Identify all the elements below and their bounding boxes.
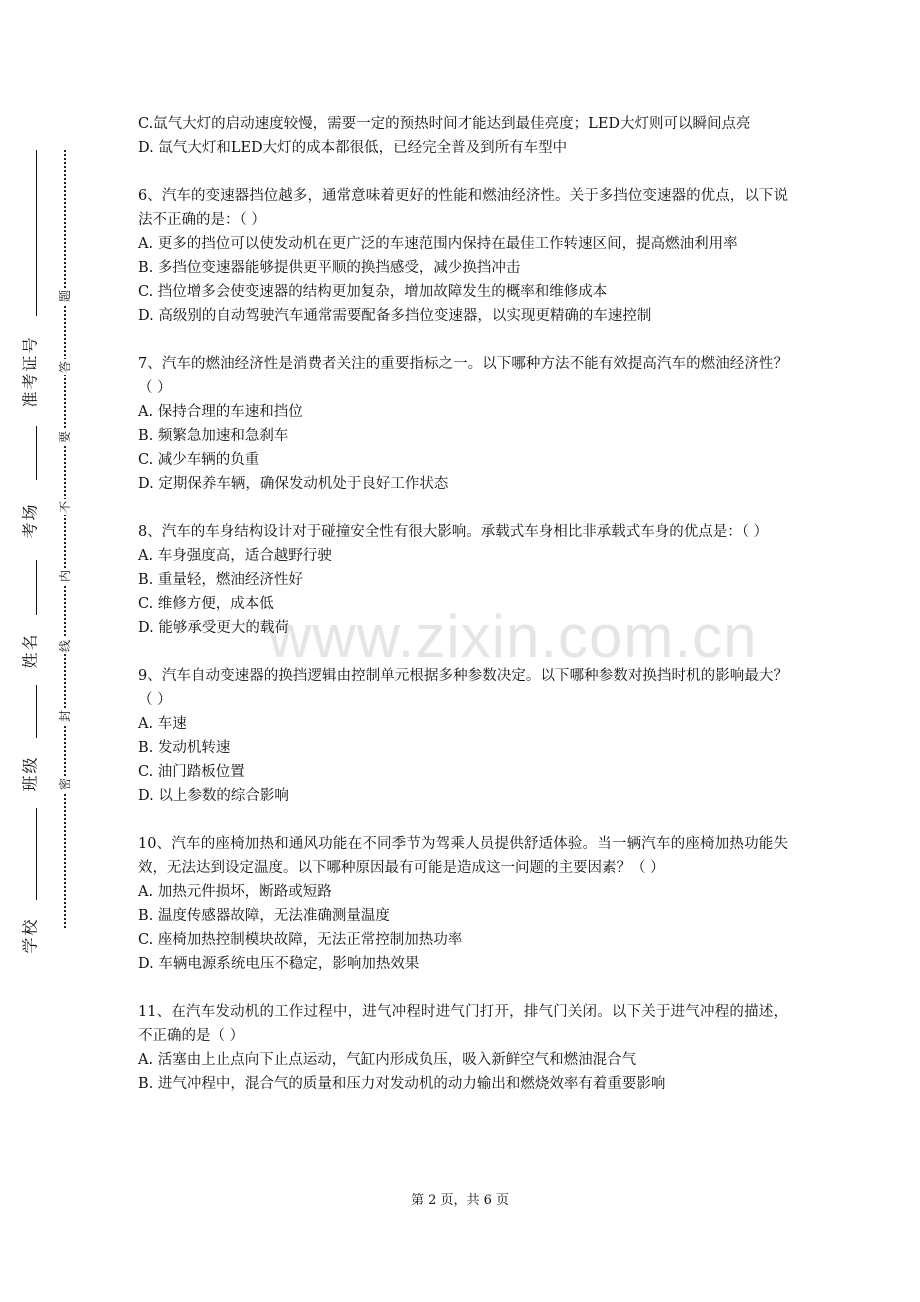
option: C. 油门踏板位置	[138, 764, 245, 780]
option: D. 以上参数的综合影响	[138, 788, 289, 804]
binding-label: 班级	[20, 754, 40, 792]
question-7	[138, 352, 788, 496]
seal-char: 不	[58, 501, 72, 514]
seal-char: 密	[58, 778, 72, 791]
option: C. 维修方便，成本低	[138, 596, 274, 612]
option: B. 发动机转速	[138, 740, 231, 756]
option: B. 频繁急加速和急刹车	[138, 428, 289, 444]
binding-underline	[36, 685, 37, 738]
question-stem: 7、汽车的燃油经济性是消费者关注的重要指标之一。以下哪种方法不能有效提高汽车的燃油经济性？（ ）	[138, 356, 788, 396]
option: A. 车速	[138, 716, 187, 732]
option: B. 进气冲程中，混合气的质量和压力对发动机的动力输出和燃烧效率有着重要影响	[138, 1076, 666, 1092]
option: C. 座椅加热控制模块故障，无法正常控制加热功率	[138, 932, 463, 948]
binding-label: 考场	[20, 501, 40, 539]
option: A. 保持合理的车速和挡位	[138, 404, 303, 420]
option: B. 温度传感器故障，无法准确测量温度	[138, 908, 390, 924]
seal-char: 要	[58, 431, 72, 444]
option: A. 车身强度高，适合越野行驶	[138, 548, 332, 564]
binding-underline	[36, 560, 37, 615]
page-footer: 第 2 页，共 6 页	[410, 1193, 510, 1208]
question-11	[138, 1000, 788, 1096]
binding-field-exam-number	[10, 316, 48, 426]
option: D. 能够承受更大的载荷	[138, 620, 289, 636]
question-stem: 9、汽车自动变速器的换挡逻辑由控制单元根据多种参数决定。以下哪种参数对换挡时机的影响最大？（ ）	[138, 668, 788, 708]
binding-field-name	[10, 615, 48, 685]
question-stem: 11、在汽车发动机的工作过程中，进气冲程时进气门打开，排气门关闭。以下关于进气冲程的描述，不正确的是（ ）	[138, 1004, 788, 1044]
question-8	[138, 520, 788, 640]
binding-field-school	[10, 900, 48, 970]
seal-dotted-line	[64, 150, 66, 928]
option: D. 氙气大灯和LED大灯的成本都很低，已经完全普及到所有车型中	[138, 140, 568, 156]
exam-content	[138, 112, 788, 1096]
seal-char: 线	[58, 640, 72, 653]
binding-field-exam-room	[10, 480, 48, 560]
seal-char: 答	[58, 361, 72, 374]
binding-field-class	[10, 738, 48, 808]
question-10	[138, 832, 788, 976]
option: D. 高级别的自动驾驶汽车通常需要配备多挡位变速器，以实现更精确的车速控制	[138, 308, 652, 324]
option: C. 挡位增多会使变速器的结构更加复杂，增加故障发生的概率和维修成本	[138, 284, 608, 300]
watermark: www.zixin.com.cn	[268, 603, 758, 670]
binding-underline	[36, 150, 37, 316]
option: A. 加热元件损坏，断路或短路	[138, 884, 332, 900]
option: B. 重量轻，燃油经济性好	[138, 572, 303, 588]
binding-label: 学校	[20, 916, 40, 954]
question-stem: 10、汽车的座椅加热和通风功能在不同季节为驾乘人员提供舒适体验。当一辆汽车的座椅加热功能失效，无法达到设定温度。以下哪种原因最有可能是造成这一问题的主要因素？（ ）	[138, 836, 788, 876]
option: B. 多挡位变速器能够提供更平顺的换挡感受，减少换挡冲击	[138, 260, 521, 276]
binding-underline	[36, 808, 37, 900]
option: D. 定期保养车辆，确保发动机处于良好工作状态	[138, 476, 449, 492]
carryover-options	[138, 112, 788, 160]
binding-label: 姓名	[20, 631, 40, 669]
option: A. 更多的挡位可以使发动机在更广泛的车速范围内保持在最佳工作转速区间，提高燃油利用率	[138, 236, 738, 252]
seal-char: 封	[58, 710, 72, 723]
binding-underline	[36, 426, 37, 480]
seal-char: 题	[58, 290, 72, 303]
binding-label: 准考证号	[20, 334, 40, 408]
question-9	[138, 664, 788, 808]
question-stem: 6、汽车的变速器挡位越多，通常意味着更好的性能和燃油经济性。关于多挡位变速器的优点，以下说法不正确的是：（ ）	[138, 188, 788, 228]
seal-char: 内	[58, 570, 72, 583]
option: C.氙气大灯的启动速度较慢，需要一定的预热时间才能达到最佳亮度；LED大灯则可以瞬间点亮	[138, 116, 751, 132]
question-stem: 8、汽车的车身结构设计对于碰撞安全性有很大影响。承载式车身相比非承载式车身的优点是：（ ）	[138, 524, 769, 540]
question-6	[138, 184, 788, 328]
option: D. 车辆电源系统电压不稳定，影响加热效果	[138, 956, 420, 972]
option: C. 减少车辆的负重	[138, 452, 260, 468]
option: A. 活塞由上止点向下止点运动，气缸内形成负压，吸入新鲜空气和燃油混合气	[138, 1052, 637, 1068]
